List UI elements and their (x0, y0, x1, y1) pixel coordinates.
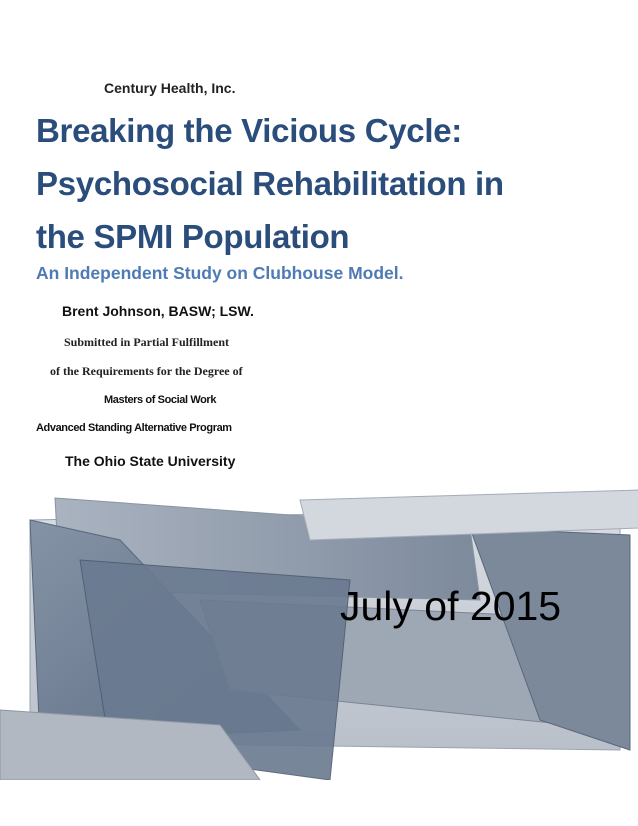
program-name: Advanced Standing Alternative Program (36, 422, 232, 434)
title-line-3: the SPMI Population (36, 218, 350, 255)
decorative-banner (0, 480, 638, 780)
author-name: Brent Johnson, BASW; LSW. (62, 303, 254, 319)
degree-name: Masters of Social Work (104, 394, 217, 406)
organization-name: Century Health, Inc. (104, 80, 236, 96)
document-title (36, 104, 504, 263)
publication-date: July of 2015 (340, 583, 562, 629)
title-line-1: Breaking the Vicious Cycle: (36, 112, 462, 149)
submission-line-1: Submitted in Partial Fulfillment (64, 335, 229, 349)
title-line-2: Psychosocial Rehabilitation in (36, 165, 504, 202)
submission-line-2: of the Requirements for the Degree of (50, 364, 243, 378)
document-subtitle: An Independent Study on Clubhouse Model. (36, 263, 404, 283)
university-name: The Ohio State University (65, 453, 236, 469)
